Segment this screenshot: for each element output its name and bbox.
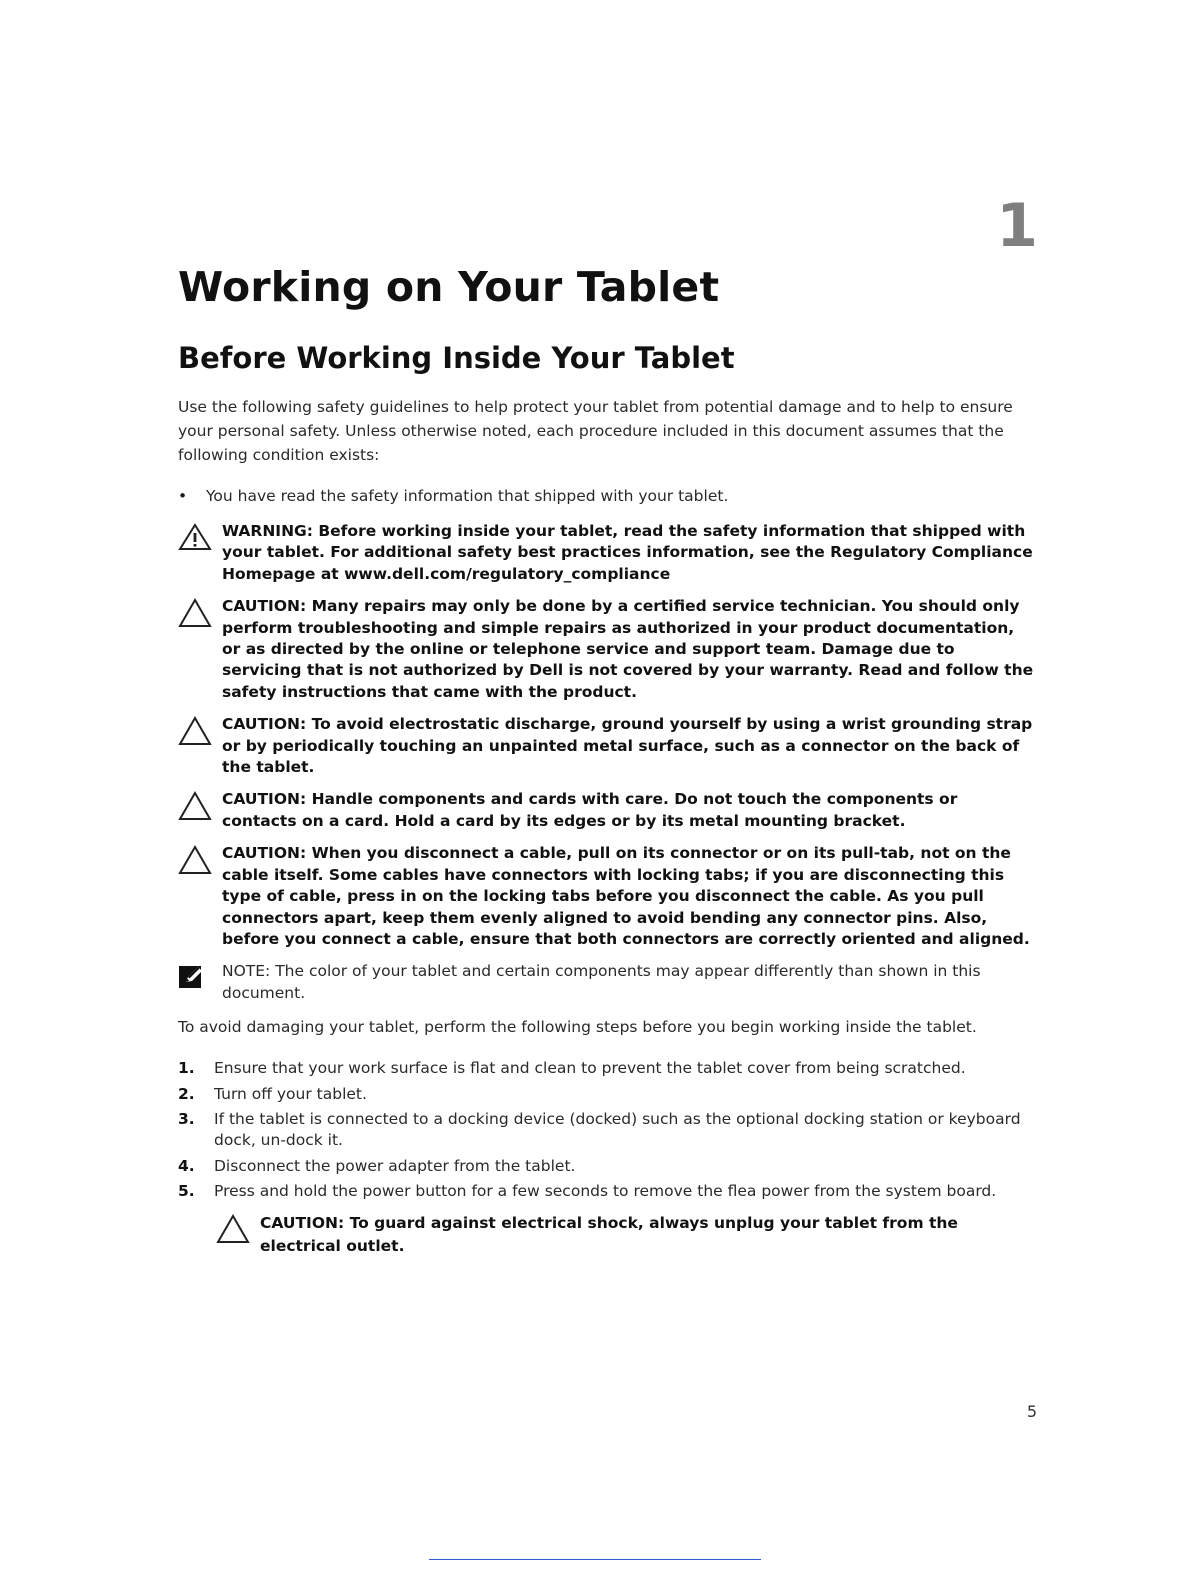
step-number: 3.: [178, 1109, 195, 1128]
step-text: Ensure that your work surface is flat and clean to prevent the tablet cover from being scratched.: [214, 1059, 966, 1078]
caution-text: CAUTION: To avoid electrostatic discharge, ground yourself by using a wrist grounding strap or by periodically touching an unpainted metal surface, such as a connector on the back of the tablet.: [222, 715, 1033, 777]
step-number: 5.: [178, 1182, 195, 1201]
caution-text: CAUTION: Handle components and cards with care. Do not touch the components or contacts on a card. Hold a card by its edges or by its metal mounting bracket.: [222, 790, 958, 830]
caution-text: CAUTION: When you disconnect a cable, pull on its connector or on its pull-tab, not on the cable itself. Some cables have connectors with locking tabs; if you are disconnecting this type of cable, press in on the locking tabs before you disconnect the cable. As you pull connectors apart, keep them evenly aligned to avoid bending any connector pins. Also, before you connect a cable, ensure that both connectors are correctly oriented and aligned.: [222, 844, 1030, 948]
main-content: [178, 395, 1036, 1259]
page-number: 5: [1026, 1402, 1037, 1421]
caution-notice: [178, 714, 1036, 778]
note-text: NOTE: The color of your tablet and certain components may appear differently than shown in this document.: [222, 962, 981, 1002]
page-title: Working on Your Tablet: [178, 263, 720, 311]
step-number: 1.: [178, 1059, 195, 1078]
caution-notice: [178, 843, 1036, 950]
section-title: Before Working Inside Your Tablet: [178, 341, 735, 375]
step-item: [178, 1181, 1036, 1202]
note-pencil-icon: [178, 961, 222, 989]
bullet-item: [178, 484, 1036, 508]
warning-icon: [178, 521, 222, 551]
chapter-number: 1: [996, 191, 1038, 261]
step-item: [178, 1058, 1036, 1079]
bullet-icon: •: [178, 487, 188, 505]
bullet-text: You have read the safety information that shipped with your tablet.: [206, 487, 729, 505]
step-item: [178, 1084, 1036, 1105]
steps-intro: To avoid damaging your tablet, perform the following steps before you begin working inside the tablet.: [178, 1018, 977, 1037]
bottom-divider: [429, 1559, 761, 1560]
caution-notice: [178, 789, 1036, 832]
caution-icon: [216, 1212, 260, 1244]
caution-icon: [178, 714, 222, 746]
step-text: If the tablet is connected to a docking device (docked) such as the optional docking station or keyboard dock, un-dock it.: [214, 1109, 1021, 1150]
step-number: 2.: [178, 1084, 195, 1103]
step-text: Disconnect the power adapter from the tablet.: [214, 1156, 576, 1175]
step-item: [178, 1156, 1036, 1177]
step-caution-text: CAUTION: To guard against electrical shock, always unplug your tablet from the electrical outlet.: [260, 1213, 958, 1256]
caution-icon: [178, 596, 222, 628]
warning-notice: [178, 521, 1036, 585]
intro-paragraph: Use the following safety guidelines to help protect your tablet from potential damage and to help to ensure your personal safety. Unless otherwise noted, each procedure included in this document assumes that the following condition exists:: [178, 398, 1013, 464]
step-item: [178, 1109, 1036, 1152]
caution-notice: [178, 596, 1036, 703]
caution-text: CAUTION: Many repairs may only be done by a certified service technician. You should only perform troubleshooting and simple repairs as authorized in your product documentation, or as directed by the online or telephone service and support team. Damage due to servicing that is not authorized by Dell is not covered by your warranty. Read and follow the safety instructions that came with the product.: [222, 597, 1034, 701]
step-caution-notice: [216, 1212, 1036, 1259]
note-notice: [178, 961, 1036, 1004]
step-text: Turn off your tablet.: [214, 1084, 367, 1103]
caution-icon: [178, 789, 222, 821]
warning-text: WARNING: Before working inside your tablet, read the safety information that shipped with your tablet. For additional safety best practices information, see the Regulatory Compliance Homepage at www.dell.com/regulatory_compliance: [222, 522, 1033, 583]
caution-icon: [178, 843, 222, 875]
step-text: Press and hold the power button for a few seconds to remove the flea power from the system board.: [214, 1182, 997, 1201]
steps-list: [178, 1058, 1036, 1202]
step-number: 4.: [178, 1156, 195, 1175]
